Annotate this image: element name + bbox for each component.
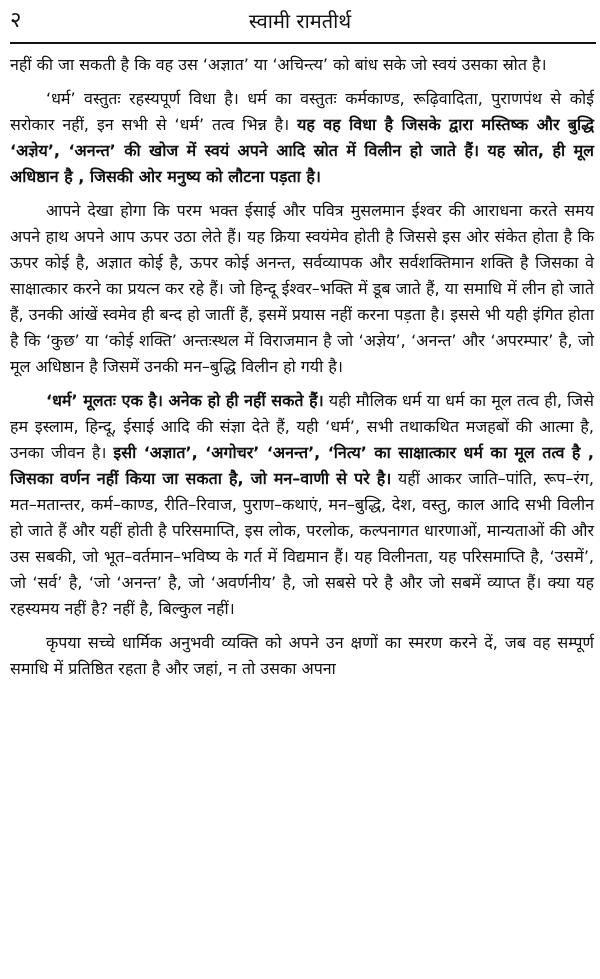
paragraph-3 (10, 198, 594, 380)
bold-text-run: यह वह विधा है जिसके द्वारा मस्तिष्क और बुद्धि ‘अज्ञेय’, ‘अनन्त’ की खोज में स्वयं अपने आदि स्रोत में विलीन हो जाते हैं। यह स्रोत, ही मूल अधिष्ठान है , जिसकी ओर मनुष्य को लौटना पड़ता है। (10, 115, 594, 186)
paragraph-4 (10, 388, 594, 622)
text-run: यहीं आकर जाति–पांति, रूप–रंग, मत–मतान्तर, कर्म–काण्ड, रीति–रिवाज, पुराण–कथाएं, मन–बुद्धि, देश, वस्तु, काल आदि सभी विलीन हो जाते हैं और यहीं होती है परिसमाप्ति, इस लोक, परलोक, कल्पनागत धारणाओं, मान्यताओं की और उस सबकी, जो भूत–वर्तमान–भविष्य के गर्त में विद्यमान हैं। यह विलीनता, यह परिसमाप्ति है, ‘उसमें’, जो ‘सर्व’ है, ‘जो ‘अनन्त’ है, जो ‘अवर्णनीय’ है, जो सबसे परे है और जो सबमें व्याप्त हैं। क्या यह रहस्यमय नहीं है? नहीं है, बिल्कुल नहीं। (10, 469, 594, 618)
bold-text-run: ‘धर्म’ मूलतः एक है। अनेक हो ही नहीं सकते हैं। (46, 391, 324, 410)
paragraph-5 (10, 630, 594, 682)
text-run: कृपया सच्चे धार्मिक अनुभवी व्यक्ति को अपने उन क्षणों का स्मरण करने दें, जब वह सम्पूर्ण समाधि में प्रतिष्ठित रहता है और जहां, न तो उसका अपना (10, 633, 594, 678)
text-run: आपने देखा होगा कि परम भक्त ईसाई और पवित्र मुसलमान ईश्वर की आराधना करते समय अपने हाथ अपने आप ऊपर उठा लेते हैं। यह क्रिया स्वयंमेव होती है जिससे इस ओर संकेत होता है कि ऊपर कोई है, अज्ञात कोई है, ऊपर कोई अनन्त, सर्वव्यापक और सर्वशक्तिमान शक्ति है जिसका वे साक्षात्कार करने का प्रयत्न कर रहे हैं। जो हिन्दू ईश्वर–भक्ति में डूब जाते हैं, या समाधि में लीन हो जाते हैं, उनकी आंखें स्वमेव ही बन्द हो जातीं हैं, इसमें प्रयास नहीं करना पड़ता है। इससे भी यही इंगित होता है कि ‘कुछ’ या ‘कोई शक्ति’ अन्तःस्थल में विराजमान है जो ‘अज्ञेय’, ‘अनन्त’ और ‘अपरम्पार’ है, जो मूल अधिष्ठान है जिसमें उनकी मन–बुद्धि विलीन हो गयी है। (10, 201, 594, 376)
running-title: स्वामी रामतीर्थ (248, 9, 352, 33)
page-number: २ (10, 8, 22, 33)
text-run: यही मौलिक धर्म या धर्म का मूल तत्व ही, जिसे हम इस्लाम, हिन्दू, ईसाई आदि की संज्ञा देते हैं, यही ‘धर्म’, सभी तथाकथित मजहबों की आत्मा है, उनका जीवन है। (10, 391, 594, 462)
text-run: नहीं की जा सकती है कि वह उस ‘अज्ञात’ या ‘अचिन्त्य’ को बांध सके जो स्वयं उसका स्रोत है। (10, 55, 547, 74)
paragraph-1 (10, 52, 594, 78)
body-text (10, 52, 594, 690)
page-header (0, 6, 600, 40)
text-run: ‘धर्म’ वस्तुतः रहस्यपूर्ण विधा है। धर्म का वस्तुतः कर्मकाण्ड, रूढ़िवादिता, पुराणपंथ से कोई सरोकार नहीं, इन सभी से ‘धर्म’ तत्व भिन्न है। (10, 89, 594, 134)
paragraph-2 (10, 86, 594, 190)
header-rule (10, 42, 596, 44)
bold-text-run: इसी ‘अज्ञात’, ‘अगोचर’ ‘अनन्त’, ‘नित्य’ का साक्षात्कार धर्म का मूल तत्व है , जिसका वर्णन नहीं किया जा सकता है, जो मन–वाणी से परे है। (10, 443, 594, 488)
